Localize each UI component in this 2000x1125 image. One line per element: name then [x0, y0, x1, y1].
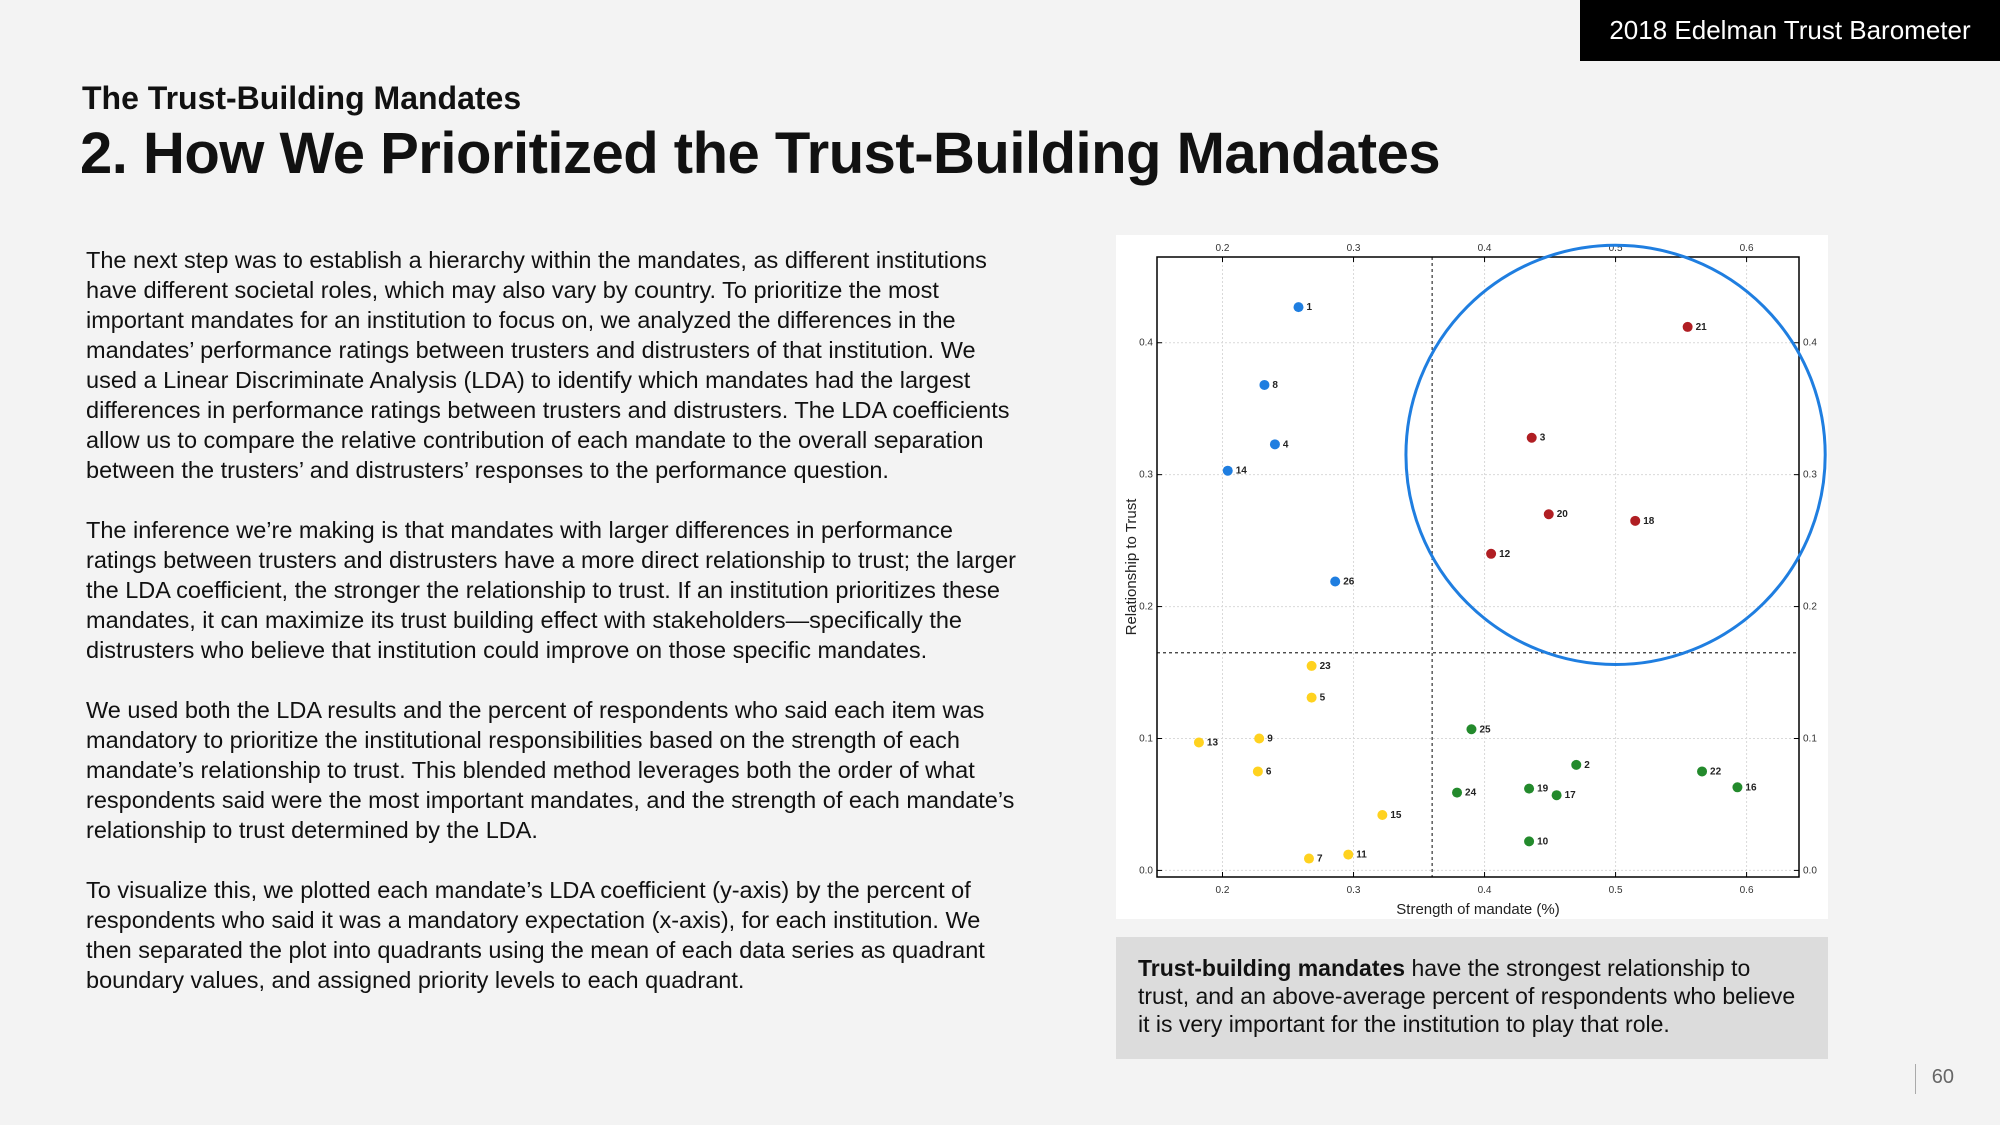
- data-point-label: 15: [1390, 810, 1402, 821]
- y-tick-label-right: 0.0: [1803, 865, 1817, 877]
- section-kicker: The Trust-Building Mandates: [82, 80, 522, 116]
- x-tick-label-top: 0.5: [1608, 243, 1623, 254]
- data-point-yellow: [1304, 854, 1314, 864]
- plot-frame: [1157, 257, 1799, 877]
- data-point-label: 17: [1564, 790, 1576, 802]
- scatter-chart-svg: [1116, 235, 1828, 919]
- data-point-yellow: [1307, 661, 1317, 671]
- data-point-label: 10: [1537, 836, 1549, 848]
- y-tick-label: 0.2: [1139, 601, 1153, 613]
- x-tick-label: 0.6: [1739, 885, 1754, 896]
- data-point-label: 24: [1465, 787, 1477, 799]
- data-point-label: 23: [1319, 660, 1331, 672]
- data-point-label: 4: [1282, 439, 1289, 451]
- data-point-green: [1524, 836, 1534, 846]
- data-point-label: 7: [1316, 853, 1323, 865]
- data-point-red: [1486, 549, 1496, 559]
- body-paragraph-3: We used both the LDA results and the percent of respondents who said each item was mandatory to prioritize the institutional responsibilities based on the strength of each mandate’s relationship to trust. This blended method leverages both the order of what respondents said were the most important mandates, and the strength of each mandate’s relationship to trust determined by the LDA.: [86, 697, 1015, 843]
- data-point-label: 5: [1319, 692, 1326, 704]
- data-point-blue: [1294, 302, 1304, 312]
- caption-box: [1116, 937, 1828, 1059]
- quadrant-lines: [1157, 257, 1799, 877]
- data-point-yellow: [1254, 733, 1264, 743]
- x-tick-label-top: 0.2: [1215, 243, 1230, 254]
- caption-strong: Trust-building mandates: [1138, 955, 1406, 981]
- page-number: 60: [1915, 1064, 1954, 1094]
- y-tick-label: 0.3: [1139, 469, 1153, 481]
- data-points: [1194, 302, 1757, 864]
- x-tick-label: 0.3: [1346, 885, 1361, 896]
- y-tick-label: 0.4: [1139, 337, 1153, 349]
- data-point-label: 3: [1539, 432, 1546, 444]
- data-point-red: [1544, 509, 1554, 519]
- data-point-label: 16: [1745, 782, 1757, 794]
- data-point-green: [1732, 782, 1742, 792]
- y-tick-label-right: 0.1: [1803, 733, 1817, 745]
- data-point-yellow: [1194, 737, 1204, 747]
- data-point-green: [1452, 788, 1462, 798]
- data-point-label: 26: [1343, 576, 1355, 588]
- body-paragraph-4: To visualize this, we plotted each mandate’s LDA coefficient (y-axis) by the percent of respondents who said it was a mandatory expectation (x-axis), for each institution. We then separated the plot into quadrants using the mean of each data series as quadrant boundary values, and assigned priority levels to each quadrant.: [86, 877, 985, 993]
- body-text: [86, 245, 1021, 1025]
- data-point-label: 19: [1537, 783, 1549, 795]
- data-point-label: 6: [1265, 766, 1272, 778]
- data-point-red: [1630, 516, 1640, 526]
- caption-rest: have the strongest relationship to trust, and an above-average percent of respondents who believe it is very important for the institution to play that role.: [1138, 955, 1796, 1037]
- data-point-green: [1466, 724, 1476, 734]
- x-tick-label: 0.4: [1477, 885, 1492, 896]
- data-point-label: 2: [1584, 759, 1590, 771]
- x-tick-label-top: 0.4: [1477, 243, 1492, 254]
- x-axis-title: Strength of mandate (%): [1396, 901, 1560, 918]
- grid-lines: [1157, 257, 1799, 877]
- data-point-label: 11: [1356, 849, 1367, 861]
- body-paragraph-1: The next step was to establish a hierarchy within the mandates, as different institutions have different societal roles, which may also vary by country. To prioritize the most important mandates for an institution to focus on, we analyzed the differences in the mandates’ performance ratings between trusters and distrusters of that institution. We used a Linear Discriminate Analysis (LDA) to identify which mandates had the largest differences in performance ratings between trusters and distrusters. The LDA coefficients allow us to compare the relative contribution of each mandate to the overall separation between the trusters’ and distrusters’ responses to the performance question.: [86, 247, 1010, 483]
- data-point-blue: [1223, 466, 1233, 476]
- data-point-label: 9: [1267, 733, 1273, 745]
- data-point-label: 22: [1710, 766, 1722, 778]
- data-point-yellow: [1253, 766, 1263, 776]
- report-badge: 2018 Edelman Trust Barometer: [1580, 0, 2000, 61]
- y-tick-label-right: 0.3: [1803, 469, 1817, 481]
- x-tick-label: 0.5: [1608, 885, 1623, 896]
- axis-ticks: [1139, 243, 1817, 896]
- data-point-label: 1: [1306, 302, 1313, 314]
- data-point-label: 21: [1695, 321, 1707, 333]
- data-point-yellow: [1377, 810, 1387, 820]
- data-point-blue: [1259, 380, 1269, 390]
- data-point-green: [1552, 790, 1562, 800]
- data-point-label: 18: [1643, 515, 1655, 527]
- body-paragraph-2: The inference we’re making is that mandates with larger differences in performance ratings between trusters and distrusters have a more direct relationship to trust; the larger the LDA coefficient, the stronger the relationship to trust. If an institution prioritizes these mandates, it can maximize its trust building effect with stakeholders—specifically the distrusters who believe that institution could improve on those specific mandates.: [86, 517, 1017, 663]
- data-point-green: [1697, 766, 1707, 776]
- data-point-label: 14: [1235, 465, 1247, 477]
- data-point-green: [1524, 784, 1534, 794]
- page-title: 2. How We Prioritized the Trust-Building Mandates: [80, 121, 1441, 186]
- data-point-yellow: [1307, 693, 1317, 703]
- y-axis-title: Relationship to Trust: [1123, 498, 1140, 636]
- y-tick-label-right: 0.2: [1803, 601, 1817, 613]
- y-tick-label-right: 0.4: [1803, 337, 1817, 349]
- x-tick-label-top: 0.3: [1346, 243, 1361, 254]
- x-tick-label: 0.2: [1215, 885, 1230, 896]
- data-point-blue: [1270, 439, 1280, 449]
- y-tick-label: 0.0: [1139, 865, 1153, 877]
- data-point-label: 25: [1479, 724, 1491, 736]
- data-point-red: [1683, 322, 1693, 332]
- data-point-blue: [1330, 577, 1340, 587]
- data-point-label: 20: [1556, 509, 1568, 521]
- data-point-red: [1527, 433, 1537, 443]
- x-tick-label-top: 0.6: [1739, 243, 1754, 254]
- data-point-yellow: [1343, 850, 1353, 860]
- y-tick-label: 0.1: [1139, 733, 1153, 745]
- data-point-label: 13: [1206, 737, 1219, 749]
- scatter-chart: [1116, 235, 1828, 919]
- data-point-green: [1571, 760, 1581, 770]
- data-point-label: 8: [1272, 379, 1278, 391]
- data-point-label: 12: [1499, 548, 1511, 560]
